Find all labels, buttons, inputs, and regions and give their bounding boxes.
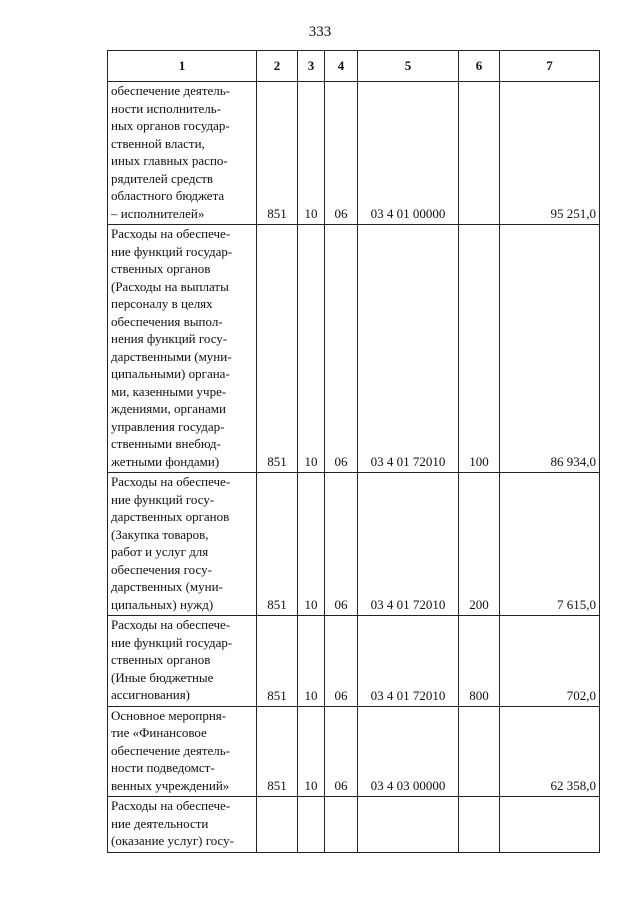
row-csr: 03 4 01 00000 xyxy=(358,82,459,225)
row-grbs xyxy=(257,797,298,853)
row-grbs: 851 xyxy=(257,82,298,225)
header-col-7: 7 xyxy=(500,51,600,82)
row-csr: 03 4 01 72010 xyxy=(358,225,459,473)
row-rz xyxy=(298,797,325,853)
row-description: Основное меропрня- тие «Финансовое обеспечение деятель- ности подведомст- венных учреждений» xyxy=(108,706,257,797)
row-rz: 10 xyxy=(298,473,325,616)
page-number: 333 xyxy=(308,24,332,40)
row-description: Расходы на обеспече- ние функций государ- ственных органов (Расходы на выплаты персоналу в целях обеспечения выпол- нения функций госу- дарственными (муни- ципальными) органа- ми, казенными учре- ждениями, органами управления государ- ственными внебюд- жетными фондами) xyxy=(108,225,257,473)
row-vr: 800 xyxy=(459,616,500,707)
table-row xyxy=(108,616,600,707)
row-rz: 10 xyxy=(298,82,325,225)
row-rz: 10 xyxy=(298,616,325,707)
row-vr: 200 xyxy=(459,473,500,616)
budget-table xyxy=(107,50,600,853)
row-sum: 86 934,0 xyxy=(500,225,600,473)
row-pr: 06 xyxy=(325,616,358,707)
row-sum: 702,0 xyxy=(500,616,600,707)
table-row xyxy=(108,225,600,473)
row-description: Расходы на обеспече- ние деятельности (оказание услуг) госу- xyxy=(108,797,257,853)
row-sum: 7 615,0 xyxy=(500,473,600,616)
header-col-2: 2 xyxy=(257,51,298,82)
table-row xyxy=(108,82,600,225)
row-pr: 06 xyxy=(325,706,358,797)
row-grbs: 851 xyxy=(257,473,298,616)
row-description: обеспечение деятель- ности исполнитель- ных органов государ- ственной власти, иных главных распо- рядителей средств областного бюджета – исполнителей» xyxy=(108,82,257,225)
row-pr: 06 xyxy=(325,473,358,616)
table-row xyxy=(108,706,600,797)
row-sum xyxy=(500,797,600,853)
row-csr: 03 4 03 00000 xyxy=(358,706,459,797)
header-col-3: 3 xyxy=(298,51,325,82)
row-rz: 10 xyxy=(298,225,325,473)
table-row xyxy=(108,797,600,853)
row-sum: 95 251,0 xyxy=(500,82,600,225)
row-sum: 62 358,0 xyxy=(500,706,600,797)
row-vr: 100 xyxy=(459,225,500,473)
row-csr xyxy=(358,797,459,853)
row-grbs: 851 xyxy=(257,225,298,473)
row-pr: 06 xyxy=(325,225,358,473)
row-pr xyxy=(325,797,358,853)
row-description: Расходы на обеспече- ние функций госу- дарственных органов (Закупка товаров, работ и услуг для обеспечения госу- дарственных (муни- ципальных) нужд) xyxy=(108,473,257,616)
row-rz: 10 xyxy=(298,706,325,797)
header-col-6: 6 xyxy=(459,51,500,82)
row-grbs: 851 xyxy=(257,616,298,707)
row-vr xyxy=(459,797,500,853)
header-col-1: 1 xyxy=(108,51,257,82)
table-row xyxy=(108,473,600,616)
row-csr: 03 4 01 72010 xyxy=(358,473,459,616)
header-col-5: 5 xyxy=(358,51,459,82)
header-row xyxy=(108,51,600,82)
row-description: Расходы на обеспече- ние функций государ- ственных органов (Иные бюджетные ассигнования) xyxy=(108,616,257,707)
row-vr xyxy=(459,706,500,797)
row-vr xyxy=(459,82,500,225)
row-csr: 03 4 01 72010 xyxy=(358,616,459,707)
row-grbs: 851 xyxy=(257,706,298,797)
header-col-4: 4 xyxy=(325,51,358,82)
row-pr: 06 xyxy=(325,82,358,225)
